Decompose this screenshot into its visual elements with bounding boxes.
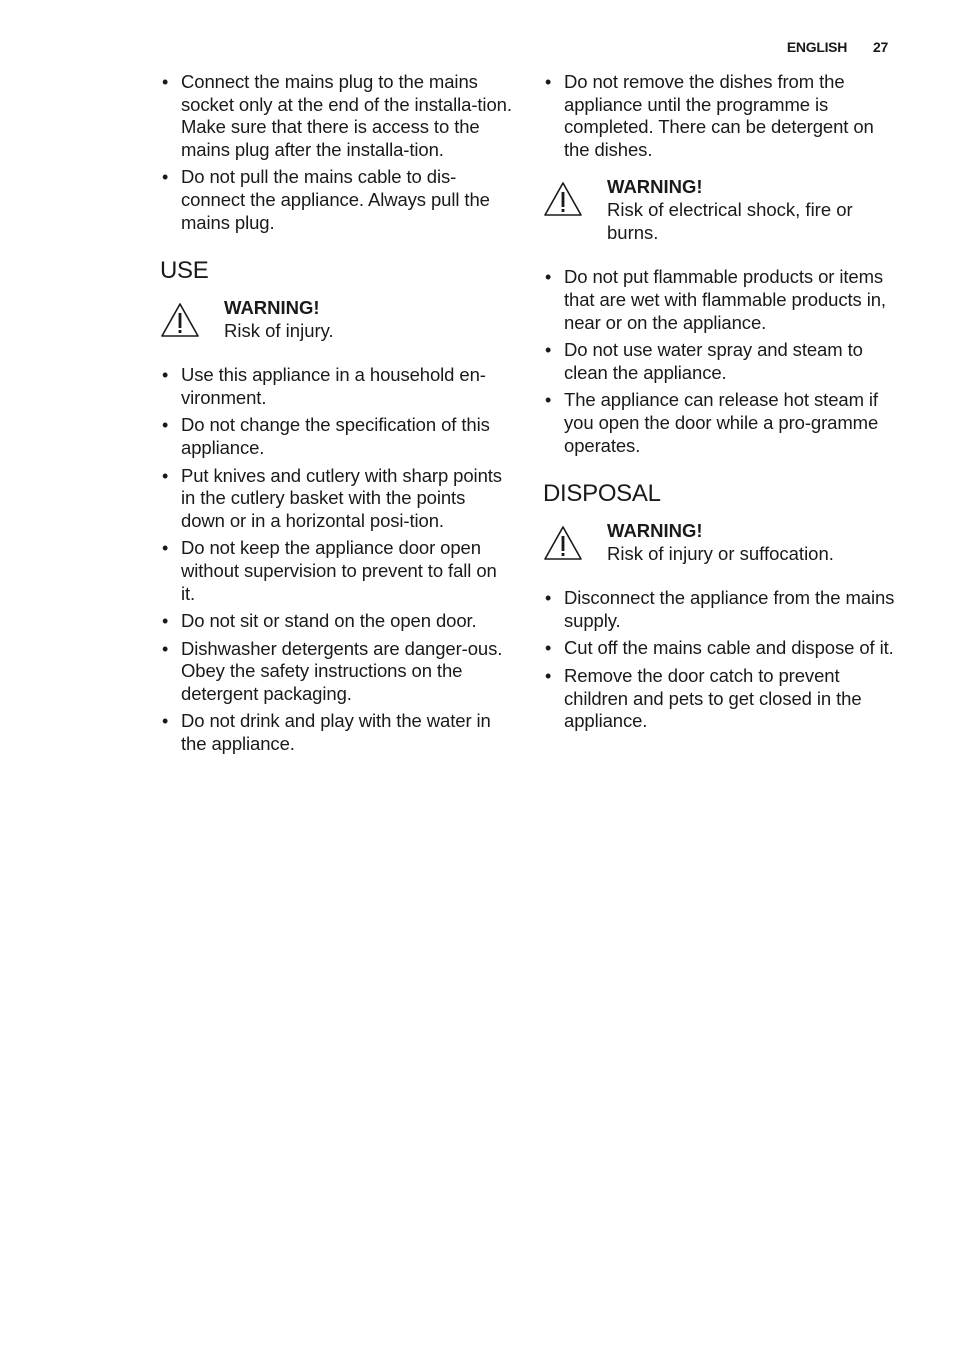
- list-item: • Do not use water spray and steam to clean the appliance.: [545, 339, 863, 383]
- warning-triangle-icon: [160, 302, 200, 338]
- list-item: • Dishwasher detergents are danger-ous. Obey the safety instructions on the detergent packaging.: [162, 637, 503, 704]
- left-column: [160, 71, 512, 761]
- section-title-disposal: DISPOSAL: [543, 480, 661, 508]
- warning-block-suffocation: [543, 519, 898, 565]
- warning-title: WARNING!: [607, 520, 703, 542]
- list-item: • Do not remove the dishes from the appliance until the programme is completed. There can be detergent on the dishes.: [545, 71, 874, 160]
- list-item: • Cut off the mains cable and dispose of it.: [545, 637, 894, 659]
- right-column: [543, 71, 898, 738]
- warning-text: Risk of electrical shock, fire or burns.: [607, 199, 853, 244]
- warning-triangle-icon: [543, 525, 583, 561]
- list-item: • Remove the door catch to prevent children and pets to get closed in the appliance.: [545, 664, 862, 732]
- list-item: • Use this appliance in a household en-vironment.: [162, 364, 486, 408]
- page-header: [787, 39, 888, 55]
- list-item: • Connect the mains plug to the mains socket only at the end of the installa-tion. Make sure that there is access to the mains plug after the installa-tion.: [162, 71, 512, 160]
- warning-title: WARNING!: [607, 176, 703, 198]
- use-list: [160, 364, 512, 756]
- list-item: • Do not keep the appliance door open without supervision to prevent to fall on it.: [162, 537, 497, 604]
- language-label: ENGLISH: [786, 39, 848, 55]
- use-list-continued: [543, 266, 898, 457]
- warning-block-shock: [543, 175, 898, 244]
- disposal-list: [543, 587, 898, 733]
- list-item: • Disconnect the appliance from the mains supply.: [545, 587, 895, 631]
- warning-triangle-icon: [543, 181, 583, 217]
- list-item: • Do not pull the mains cable to dis-connect the appliance. Always pull the mains plug.: [162, 166, 490, 233]
- warning-text: Risk of injury.: [224, 320, 334, 342]
- intro-list-right: [543, 71, 898, 161]
- warning-block-injury: [160, 296, 512, 342]
- list-item: • Do not sit or stand on the open door.: [162, 610, 477, 632]
- warning-text: Risk of injury or suffocation.: [607, 543, 834, 565]
- warning-title: WARNING!: [224, 297, 320, 319]
- list-item: • Do not put flammable products or items that are wet with flammable products in, near or on the appliance.: [545, 266, 886, 333]
- section-title-use: USE: [160, 257, 209, 285]
- list-item: • Put knives and cutlery with sharp points in the cutlery basket with the points down or in a horizontal posi-tion.: [162, 464, 502, 531]
- list-item: • The appliance can release hot steam if you open the door while a pro-gramme operates.: [545, 389, 879, 456]
- intro-list-left: [160, 71, 512, 234]
- list-item: • Do not drink and play with the water in the appliance.: [162, 710, 491, 755]
- list-item: • Do not change the specification of this appliance.: [162, 414, 490, 458]
- page-number: 27: [873, 39, 888, 55]
